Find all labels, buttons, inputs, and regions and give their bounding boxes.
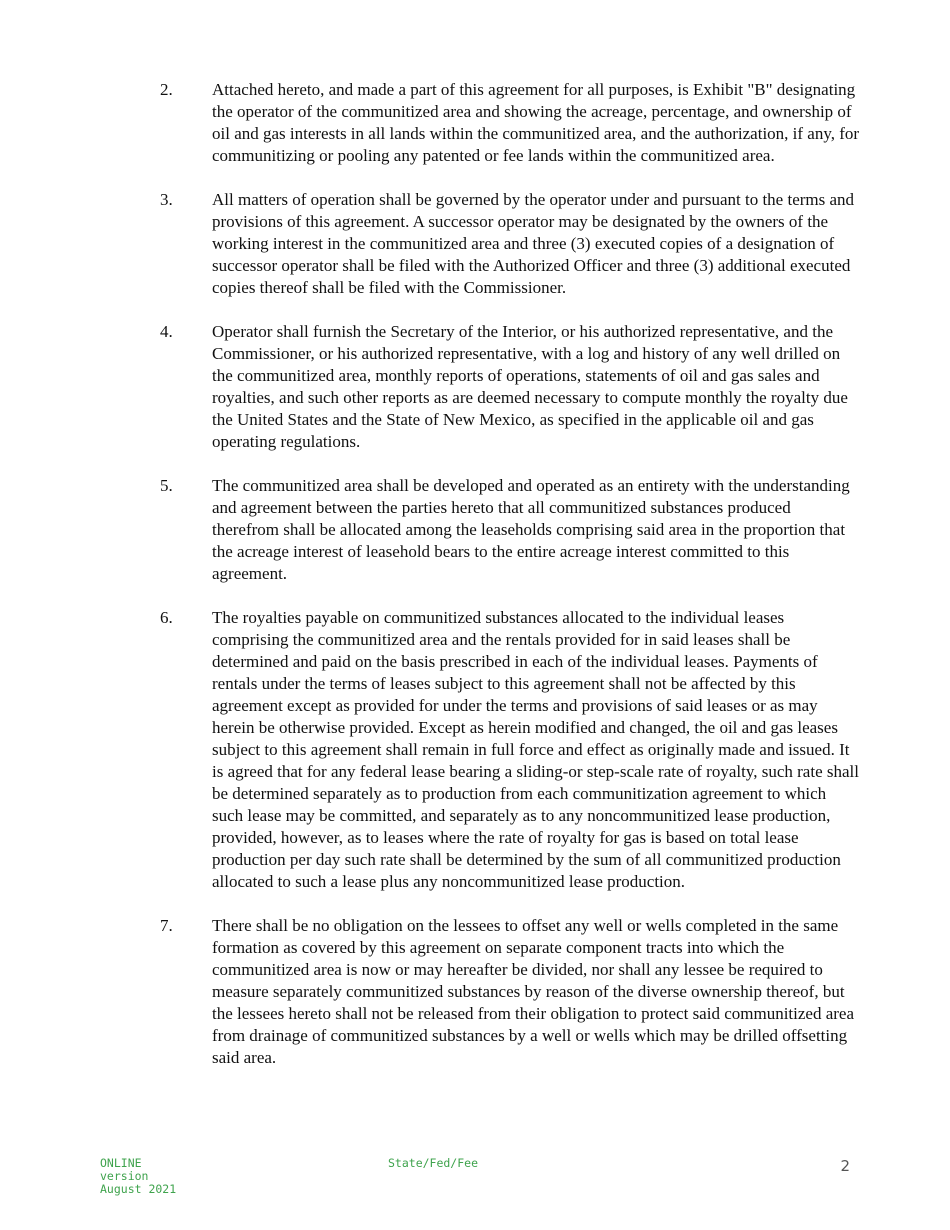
paragraph-text: The royalties payable on communitized substances allocated to the individual leases comprising the communitized area and the rentals provided for in said leases shall be determined and paid on the basis prescribed in each of the individual leases. Payments of rentals under the terms of leases subject to this agreement shall not be affected by this agreement except as provided for under the terms and provisions of said leases or as may herein be otherwise provided. Except as herein modified and changed, the oil and gas leases subject to this agreement shall remain in full force and effect as originally made and issued. It is agreed that for any federal lease bearing a sliding-or step-scale rate of royalty, such rate shall be determined separately as to production from each communitization agreement to which such lease may be committed, and separately as to any noncommunitized lease production, provided, however, as to leases where the rate of royalty for gas is based on total lease production per day such rate shall be determined by the sum of all communitized production allocated to such a lease plus any noncommunitized lease production. — [212, 608, 859, 891]
paragraph-number: 2. — [160, 80, 173, 99]
paragraph-text: The communitized area shall be developed and operated as an entirety with the understanding and agreement between the parties hereto that all communitized substances produced therefrom shall be allocated among the leaseholds comprising said area in the proportion that the acreage interest of leasehold bears to the entire acreage interest committed to this agreement. — [212, 476, 850, 583]
paragraph-3 — [160, 189, 860, 299]
paragraph-number: 7. — [160, 916, 173, 935]
paragraph-text: Operator shall furnish the Secretary of the Interior, or his authorized representative, and the Commissioner, or his authorized representative, with a log and history of any well drilled on the communitized area, monthly reports of operations, statements of oil and gas sales and royalties, and such other reports as are deemed necessary to compute monthly the royalty due the United States and the State of New Mexico, as specified in the applicable oil and gas operating regulations. — [212, 322, 848, 451]
paragraph-number: 5. — [160, 476, 173, 495]
paragraph-number: 3. — [160, 190, 173, 209]
paragraph-2 — [160, 79, 860, 167]
paragraph-4 — [160, 321, 860, 453]
paragraph-6 — [160, 607, 860, 893]
paragraph-text: There shall be no obligation on the lessees to offset any well or wells completed in the same formation as covered by this agreement on separate component tracts into which the communitized area is now or may hereafter be divided, nor shall any lessee be required to measure separately communitized substances by reason of the diverse ownership thereof, but the lessees hereto shall not be released from their obligation to protect said communitized area from drainage of communitized substances by a well or wells which may be drilled offsetting said area. — [212, 916, 854, 1067]
paragraph-number: 4. — [160, 322, 173, 341]
numbered-paragraphs — [160, 79, 860, 1091]
paragraph-7 — [160, 915, 860, 1069]
footer-version-note: ONLINE version August 2021 — [100, 1156, 177, 1196]
footer-form-type: State/Fed/Fee — [388, 1156, 479, 1170]
page-number: 2 — [840, 1157, 850, 1175]
paragraph-5 — [160, 475, 860, 585]
paragraph-text: All matters of operation shall be governed by the operator under and pursuant to the terms and provisions of this agreement. A successor operator may be designated by the owners of the working interest in the communitized area and three (3) executed copies of a designation of successor operator shall be filed with the Authorized Officer and three (3) additional executed copies thereof shall be filed with the Commissioner. — [212, 190, 855, 297]
paragraph-number: 6. — [160, 608, 173, 627]
paragraph-text: Attached hereto, and made a part of this agreement for all purposes, is Exhibit "B" designating the operator of the communitized area and showing the acreage, percentage, and ownership of oil and gas interests in all lands within the communitized area, and the authorization, if any, for communitizing or pooling any patented or fee lands within the communitized area. — [212, 80, 860, 165]
